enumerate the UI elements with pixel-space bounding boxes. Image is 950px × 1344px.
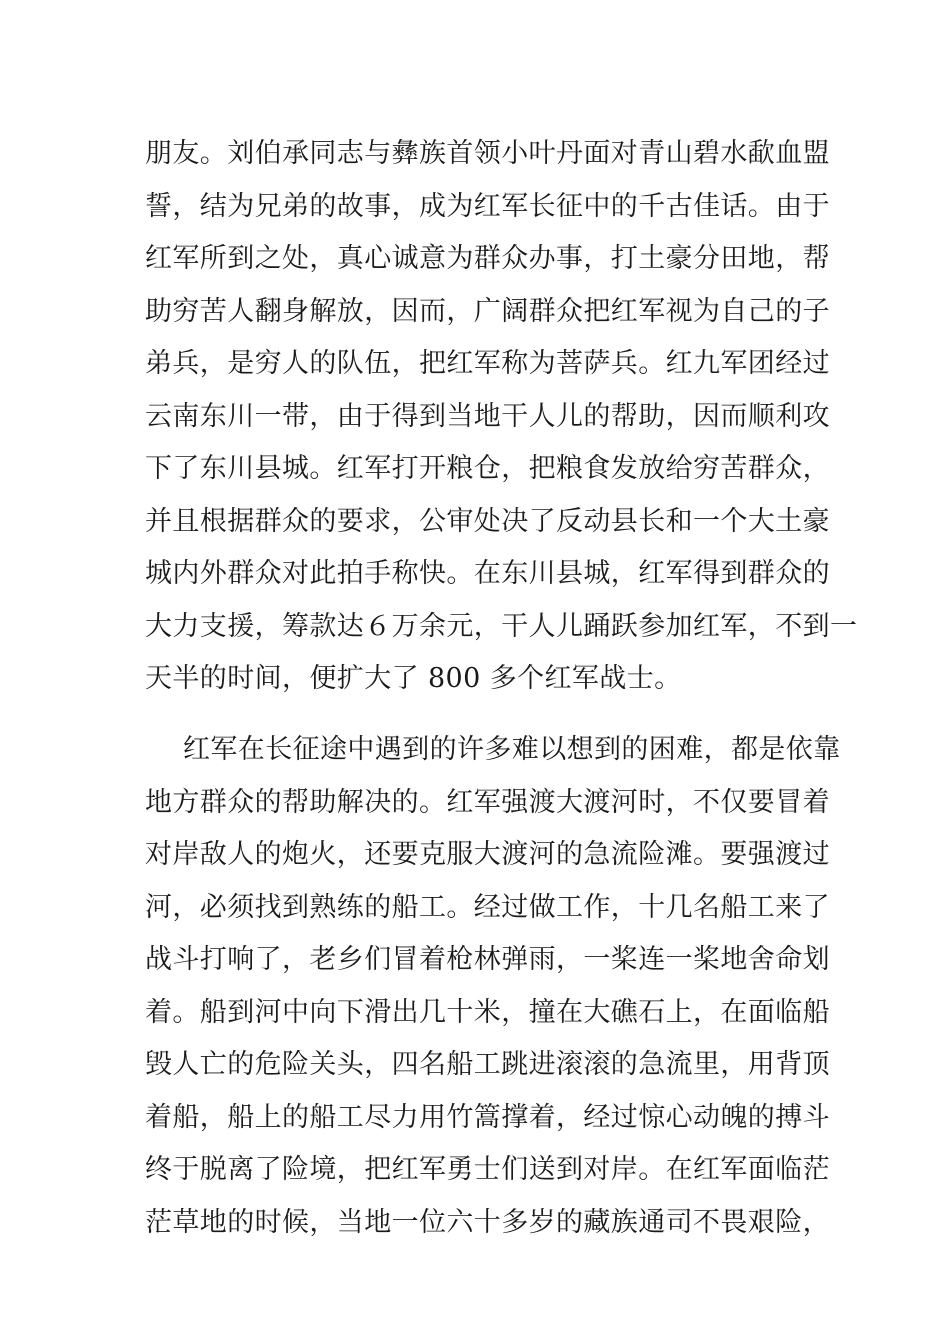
- text-line: 河，必须找到熟练的船工。经过做工作，十几名船工来了: [145, 891, 830, 923]
- text-line: 红军在长征途中遇到的许多难以想到的困难，都是依靠: [183, 734, 841, 765]
- text-line: 云南东川一带，由于得到当地干人儿的帮助，因而顺利攻: [145, 400, 830, 432]
- text-line: 助穷苦人翻身解放，因而，广阔群众把红军视为自己的子: [145, 295, 830, 327]
- text-line: 大力支援，筹款达６万余元，干人儿踊跃参加红军，不到一: [145, 610, 858, 642]
- text-line: 对岸敌人的炮火，还要克服大渡河的急流险滩。要强渡过: [145, 839, 830, 870]
- text-line: 城内外群众对此拍手称快。在东川县城，红军得到群众的: [145, 558, 830, 589]
- paragraph-1: [145, 128, 858, 706]
- text-line: 弟兵，是穷人的队伍，把红军称为菩萨兵。红九军团经过: [145, 348, 830, 379]
- text-line: 着。船到河中向下滑出几十米，撞在大礁石上，在面临船: [145, 996, 830, 1028]
- text-line: 终于脱离了险境，把红军勇士们送到对岸。在红军面临茫: [145, 1154, 830, 1185]
- text-line: 天半的时间，便扩大了 800 多个红军战士。: [145, 663, 682, 694]
- text-line: 红军所到之处，真心诚意为群众办事，打土豪分田地，帮: [145, 243, 830, 274]
- text-line: 着船，船上的船工尽力用竹篙撑着，经过惊心动魄的搏斗: [145, 1101, 830, 1133]
- text-line: 誓，结为兄弟的故事，成为红军长征中的千古佳话。由于: [145, 190, 830, 222]
- text-line: 下了东川县城。红军打开粮仓，把粮食发放给穷苦群众，: [145, 453, 830, 484]
- text-line: 地方群众的帮助解决的。红军强渡大渡河时，不仅要冒着: [145, 786, 830, 818]
- text-line: 朋友。刘伯承同志与彝族首领小叶丹面对青山碧水歃血盟: [145, 138, 830, 169]
- text-line: 并且根据群众的要求，公审处决了反动县长和一个大土豪: [145, 505, 830, 537]
- text-line: 毁人亡的危险关头，四名船工跳进滚滚的急流里，用背顶: [145, 1049, 830, 1080]
- text-line: 战斗打响了，老乡们冒着枪林弹雨，一桨连一桨地舍命划: [145, 944, 830, 975]
- paragraph-2: [145, 724, 841, 1249]
- text-line: 茫草地的时候，当地一位六十多岁的藏族通司不畏艰险，: [145, 1206, 830, 1238]
